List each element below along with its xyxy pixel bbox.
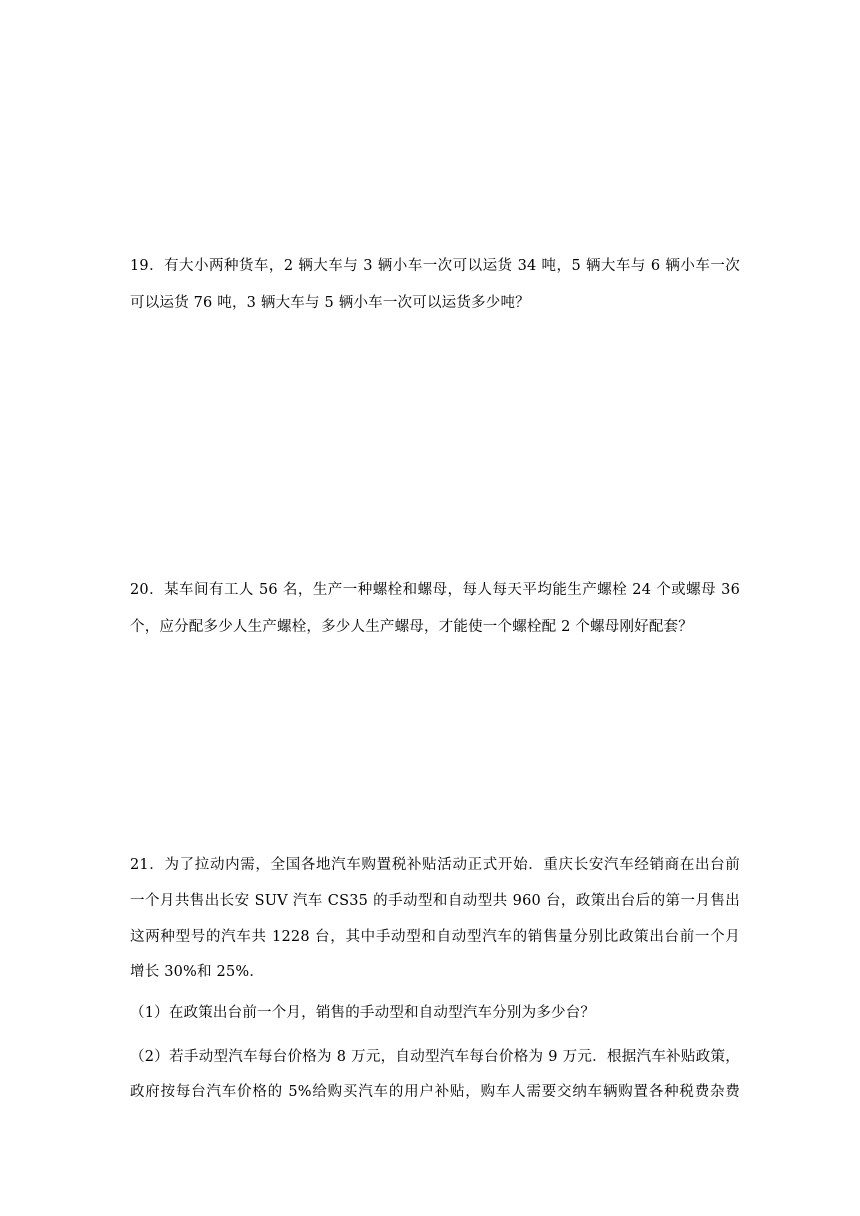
question-21-line-4: 增长 30%和 25%． <box>130 964 265 980</box>
question-20-line-1: 20．某车间有工人 56 名，生产一种螺栓和螺母，每人每天平均能生产螺栓 24 个或螺母 36 <box>130 582 740 598</box>
question-21-part-1: （1）在政策出台前一个月，销售的手动型和自动型汽车分别为多少台？ <box>130 1005 596 1021</box>
question-21-part-2-line-1: （2）若手动型汽车每台价格为 8 万元，自动型汽车每台价格为 9 万元．根据汽车补贴政策， <box>130 1049 740 1065</box>
question-21-line-3: 这两种型号的汽车共 1228 台，其中手动型和自动型汽车的销售量分别比政策出台前一个月 <box>130 929 740 945</box>
question-21-line-2: 一个月共售出长安 SUV 汽车 CS35 的手动型和自动型共 960 台，政策出台后的第一月售出 <box>130 893 740 909</box>
question-21-line-1: 21．为了拉动内需，全国各地汽车购置税补贴活动正式开始．重庆长安汽车经销商在出台前 <box>130 857 740 873</box>
question-19-line-1: 19．有大小两种货车，2 辆大车与 3 辆小车一次可以运货 34 吨，5 辆大车与 6 辆小车一次 <box>130 258 740 274</box>
question-20-line-2: 个，应分配多少人生产螺栓，多少人生产螺母，才能使一个螺栓配 2 个螺母刚好配套？ <box>130 619 693 635</box>
question-21-part-2-line-2: 政府按每台汽车价格的 5%给购买汽车的用户补贴，购车人需要交纳车辆购置各种税费杂费 <box>130 1084 740 1100</box>
question-19-line-2: 可以运货 76 吨，3 辆大车与 5 辆小车一次可以运货多少吨？ <box>130 295 530 311</box>
